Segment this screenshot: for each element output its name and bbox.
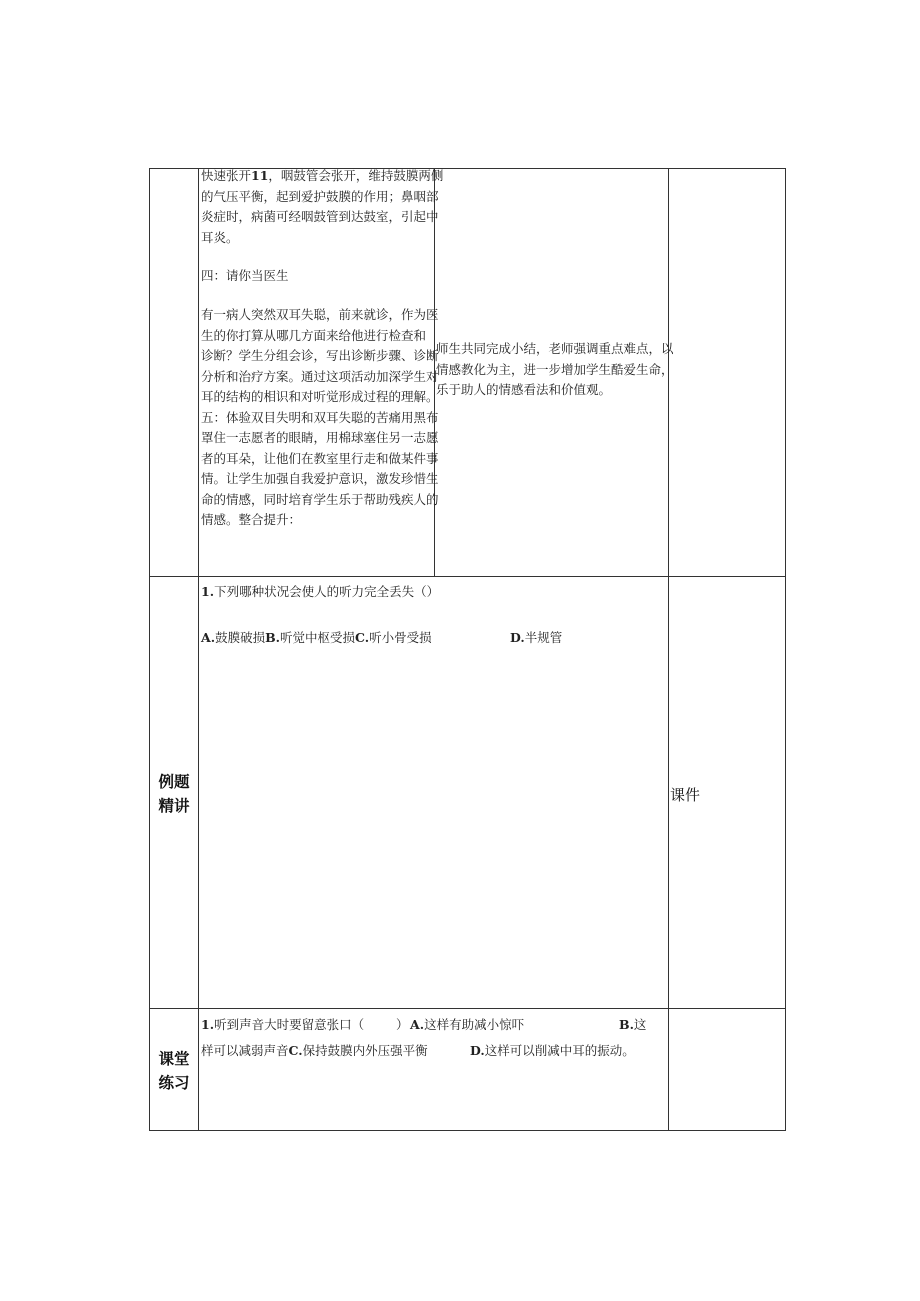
practice-question	[201, 1015, 364, 1036]
option-d-letter: D.	[510, 630, 525, 645]
practice-option-a-text: 这样有助减小惊吓	[424, 1017, 525, 1032]
text-line: 情感。整合提升：	[201, 512, 302, 527]
option-d-text: 半规管	[524, 630, 563, 645]
practice-option-a-letter: A.	[410, 1017, 425, 1032]
text-line: 有一病人突然双耳失聪，前来就诊，作为医	[201, 307, 439, 322]
practice-option-d-letter: D.	[470, 1043, 485, 1058]
text-line: 情感教化为主，进一步增加学生酷爱生命，	[436, 361, 674, 377]
text-line: 耳炎。	[201, 229, 239, 245]
text-line: 耳的结构的相识和对听觉形成过程的理解。	[201, 389, 439, 404]
text-line: 五：体验双目失明和双耳失聪的苦痛用黑布	[201, 409, 439, 425]
text-line: 命的情感，同时培育学生乐于帮助残疾人的	[201, 491, 439, 507]
practice-option-d	[470, 1041, 635, 1062]
question-text: 下列哪种状况会使人的听力完全丢失（）	[214, 584, 440, 599]
practice-option-c-text: 保持鼓膜内外压强平衡	[302, 1043, 428, 1058]
option-c-letter: C.	[355, 630, 370, 645]
table-border-right	[785, 168, 786, 1131]
practice-question-text: 听到声音大时要留意张口（	[214, 1017, 365, 1032]
text-line: 情。让学生加强自我爱护意识，激发珍惜生	[201, 471, 439, 486]
row1-teacher-cell	[436, 339, 676, 401]
option-a-letter: A.	[201, 630, 216, 645]
example-question	[201, 582, 439, 603]
col-divider-3	[668, 168, 669, 1131]
practice-option-c-letter: C.	[288, 1043, 303, 1058]
text-line: 师生共同完成小结，老师强调重点难点，以	[436, 341, 674, 356]
practice-option-a	[410, 1015, 524, 1036]
example-option-d	[510, 628, 562, 649]
practice-option-d-text: 这样可以削减中耳的振动。	[484, 1043, 635, 1058]
section-heading-four: 四：请你当医生	[201, 268, 289, 283]
row-divider-1	[149, 576, 786, 577]
label-line: 精讲	[158, 797, 190, 815]
col-divider-1	[198, 168, 199, 1131]
option-a-text: 鼓膜破损	[215, 630, 266, 645]
practice-line-2	[201, 1041, 428, 1062]
text-line: 分析和治疗方案。通过这项活动加深学生对	[201, 368, 439, 384]
label-line: 课堂	[158, 1050, 190, 1068]
text-line: 乐于助人的情感看法和价值观。	[436, 382, 612, 397]
practice-option-b-text-2: 样可以减弱声音	[201, 1043, 289, 1058]
text-line: 炎症时，病菌可经咽鼓管到达鼓室，引起中	[201, 209, 439, 224]
row-label-practice	[150, 1047, 198, 1095]
example-options-abc	[201, 628, 432, 649]
row1-paragraph-1	[201, 166, 444, 248]
option-b-text: 听觉中枢受损	[280, 630, 356, 645]
practice-question-close: ）	[396, 1017, 409, 1032]
label-line: 例题	[158, 773, 190, 791]
table-border-bottom	[149, 1130, 786, 1131]
row-label-example	[150, 770, 198, 818]
option-b-letter: B.	[265, 630, 280, 645]
text-line: 诊断？学生分组会诊，写出诊断步骤、诊断	[201, 348, 439, 363]
table-border-left	[149, 168, 150, 1131]
practice-question-number: 1.	[201, 1017, 215, 1032]
label-line: 练习	[158, 1074, 190, 1092]
option-c-text: 听小骨受损	[369, 630, 432, 645]
practice-option-b	[619, 1015, 646, 1036]
text-line: 生的你打算从哪几方面来给他进行检查和	[201, 327, 427, 343]
text-line: 者的耳朵，让他们在教室里行走和做某件事	[201, 450, 439, 466]
text-line: 的气压平衡，起到爱护鼓膜的作用；鼻咽部	[201, 188, 439, 204]
text-line: 罩住一志愿者的眼睛，用棉球塞住另一志愿	[201, 430, 439, 445]
row-divider-2	[149, 1008, 786, 1009]
resource-courseware: 课件	[670, 786, 701, 804]
practice-option-b-text-1: 这	[633, 1017, 647, 1032]
question-number: 1.	[201, 584, 215, 599]
row1-paragraph-2	[201, 305, 441, 531]
practice-option-b-letter: B.	[619, 1017, 634, 1032]
text-line: 快速张开11，咽鼓管会张开，维持鼓膜两侧	[201, 168, 444, 183]
